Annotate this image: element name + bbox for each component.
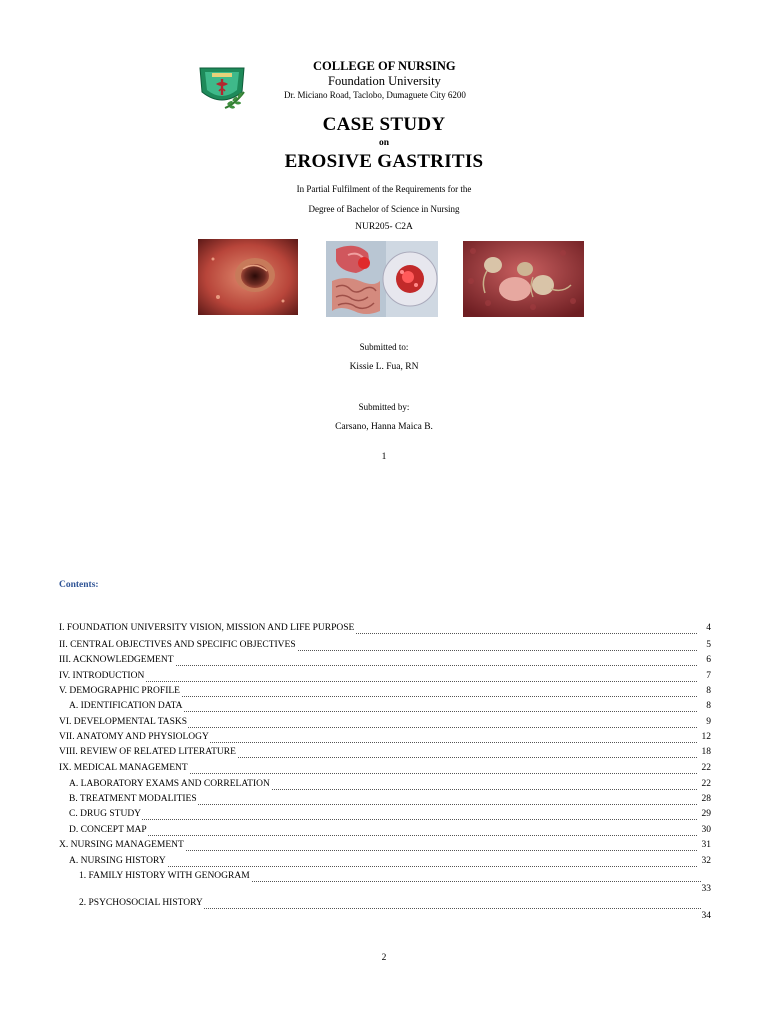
toc-entry-page: 9	[706, 717, 711, 727]
contents-heading: Contents:	[59, 580, 99, 590]
toc-entry[interactable]	[59, 897, 711, 921]
toc-entry-label: A. NURSING HISTORY	[69, 856, 166, 866]
toc-leader-dots	[59, 668, 697, 682]
digestive-system-illustration	[326, 241, 438, 317]
toc-entry-page: 22	[701, 763, 711, 773]
toc-entry[interactable]	[59, 824, 711, 837]
college-name: COLLEGE OF NURSING	[313, 59, 456, 73]
university-logo	[197, 62, 247, 112]
submitted-to-label: Submitted to:	[359, 342, 409, 352]
toc-entry-label: A. IDENTIFICATION DATA	[69, 701, 183, 711]
toc-entry-page: 34	[701, 911, 711, 921]
toc-entry-page: 31	[701, 840, 711, 850]
toc-entry-page: 18	[701, 747, 711, 757]
toc-entry[interactable]	[59, 654, 711, 667]
university-name: Foundation University	[328, 74, 441, 88]
toc-entry-page: 22	[701, 779, 711, 789]
bacteria-illustration	[463, 241, 584, 317]
toc-entry-label: V. DEMOGRAPHIC PROFILE	[59, 686, 180, 696]
toc-entry-page: 32	[701, 856, 711, 866]
toc-entry-page: 30	[701, 825, 711, 835]
toc-entry-label: II. CENTRAL OBJECTIVES AND SPECIFIC OBJECTIVES	[59, 640, 296, 650]
toc-entry[interactable]	[59, 670, 711, 683]
submitted-by-label: Submitted by:	[358, 402, 410, 412]
toc-entry-label: VI. DEVELOPMENTAL TASKS	[59, 717, 188, 727]
toc-entry-page: 33	[701, 884, 711, 894]
toc-entry[interactable]	[59, 700, 711, 713]
toc-entry-label: X. NURSING MANAGEMENT	[59, 840, 184, 850]
toc-entry[interactable]	[59, 793, 711, 806]
toc-entry-label: VIII. REVIEW OF RELATED LITERATURE	[59, 747, 236, 757]
toc-entry-label: 2. PSYCHOSOCIAL HISTORY	[79, 898, 203, 908]
toc-entry-page: 12	[701, 732, 711, 742]
page-number-2: 2	[381, 953, 387, 963]
toc-entry-label: C. DRUG STUDY	[69, 809, 142, 819]
submitted-by-name: Carsano, Hanna Maica B.	[335, 422, 433, 432]
fulfilment-line-1: In Partial Fulfilment of the Requirements for the	[296, 184, 472, 194]
toc-entry-page: 5	[706, 640, 711, 650]
toc-entry[interactable]	[59, 639, 711, 652]
toc-entry[interactable]	[59, 808, 711, 821]
toc-leader-dots	[69, 822, 697, 836]
toc-entry[interactable]	[59, 762, 711, 775]
toc-entry-label: IV. INTRODUCTION	[59, 671, 145, 681]
toc-entry[interactable]	[59, 778, 711, 791]
toc-entry[interactable]	[59, 622, 711, 635]
page-number-1: 1	[381, 452, 387, 462]
toc-entry[interactable]	[59, 746, 711, 759]
toc-entry-page: 6	[706, 655, 711, 665]
toc-entry-page: 7	[706, 671, 711, 681]
fulfilment-line-2: Degree of Bachelor of Science in Nursing	[308, 204, 460, 214]
toc-entry[interactable]	[59, 855, 711, 868]
toc-entry-label: III. ACKNOWLEDGEMENT	[59, 655, 174, 665]
submitted-to-name: Kissie L. Fua, RN	[349, 362, 419, 372]
toc-leader-dots	[69, 806, 697, 820]
toc-entry-label: D. CONCEPT MAP	[69, 825, 147, 835]
document-title: CASE STUDY	[322, 114, 446, 135]
toc-entry-label: 1. FAMILY HISTORY WITH GENOGRAM	[79, 871, 250, 881]
toc-entry-label: I. FOUNDATION UNIVERSITY VISION, MISSION AND LIFE PURPOSE	[59, 623, 355, 633]
toc-entry[interactable]	[59, 716, 711, 729]
toc-entry-page: 8	[706, 701, 711, 711]
toc-entry[interactable]	[59, 731, 711, 744]
toc-entry[interactable]	[59, 839, 711, 852]
toc-entry-label: A. LABORATORY EXAMS AND CORRELATION	[69, 779, 270, 789]
case-subject: EROSIVE GASTRITIS	[284, 151, 484, 172]
toc-entry-page: 28	[701, 794, 711, 804]
university-address: Dr. Miciano Road, Taclobo, Dumaguete City 6200	[284, 90, 466, 100]
title-connector: on	[378, 138, 390, 148]
toc-entry[interactable]	[59, 685, 711, 698]
toc-entry-label: B. TREATMENT MODALITIES	[69, 794, 197, 804]
toc-entry-page: 8	[706, 686, 711, 696]
toc-entry-label: IX. MEDICAL MANAGEMENT	[59, 763, 188, 773]
toc-entry-page: 29	[701, 809, 711, 819]
toc-entry-label: VII. ANATOMY AND PHYSIOLOGY	[59, 732, 209, 742]
course-code: NUR205- C2A	[355, 222, 413, 232]
toc-entry-page: 4	[706, 623, 711, 633]
endoscopy-image	[198, 239, 298, 315]
toc-entry[interactable]	[59, 870, 711, 894]
